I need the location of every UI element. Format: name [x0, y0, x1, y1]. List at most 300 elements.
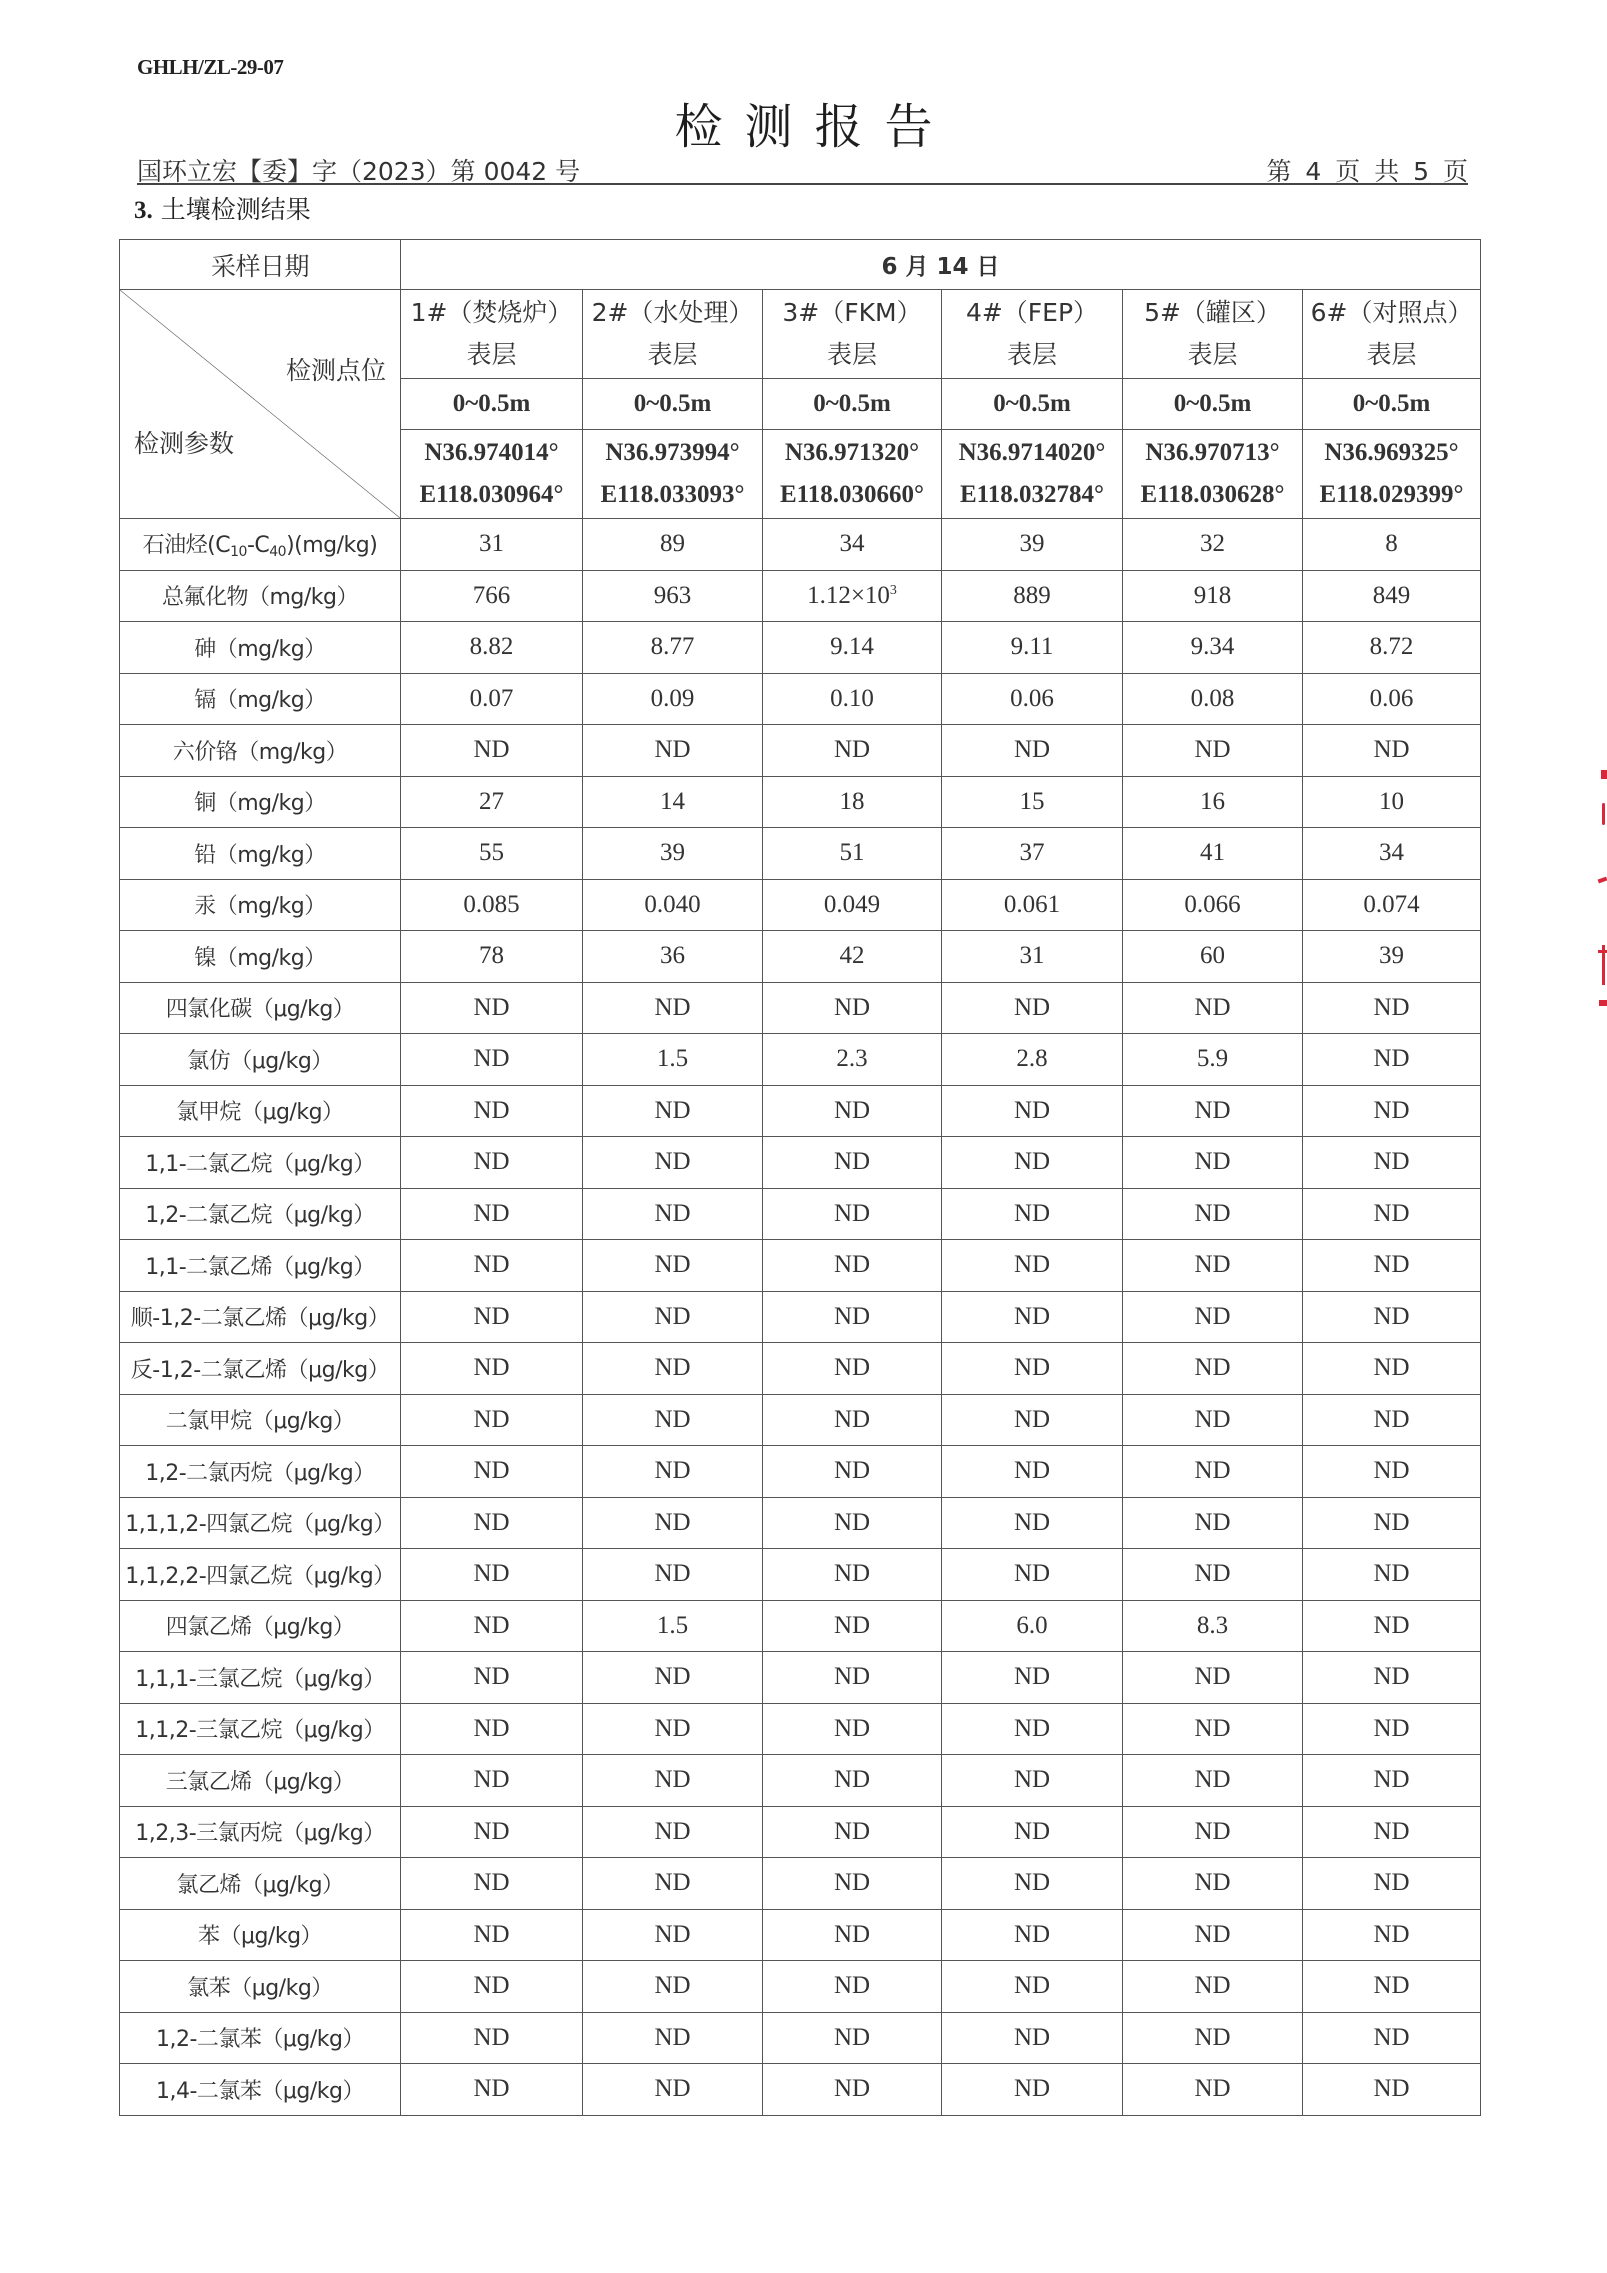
parameter-label: 顺-1,2-二氯乙烯（μg/kg）: [120, 1291, 401, 1343]
value-cell: ND: [583, 2012, 763, 2064]
value-cell: ND: [1123, 2064, 1303, 2116]
parameter-label: 石油烃$(C_{10}-C_{40})(mg/kg)$: [120, 519, 401, 571]
value-cell: ND: [583, 2064, 763, 2116]
value-cell: ND: [763, 1085, 942, 1137]
longitude: E118.030660°: [779, 481, 925, 508]
value-cell: 9.14: [763, 622, 942, 674]
parameter-label: 氯苯（μg/kg）: [120, 1961, 401, 2013]
value-cell: ND: [1303, 1085, 1481, 1137]
table-row: [120, 1137, 1481, 1189]
value-cell: ND: [942, 1446, 1123, 1498]
table-row: [120, 1343, 1481, 1395]
value-cell: ND: [942, 1703, 1123, 1755]
depth-cell: 0~0.5m: [583, 379, 763, 430]
value-cell: ND: [401, 1446, 583, 1498]
table-row: [120, 1806, 1481, 1858]
value-cell: ND: [401, 1858, 583, 1910]
value-cell: ND: [1123, 725, 1303, 777]
value-cell: ND: [942, 1549, 1123, 1601]
value-cell: ND: [583, 1446, 763, 1498]
latitude: N36.971320°: [784, 439, 920, 466]
value-cell: ND: [1123, 1188, 1303, 1240]
value-cell: 10: [1303, 776, 1481, 828]
value-cell: 32: [1123, 519, 1303, 571]
value-cell: ND: [1123, 1961, 1303, 2013]
value-cell: 42: [763, 931, 942, 983]
value-cell: ND: [942, 1858, 1123, 1910]
value-cell: ND: [1303, 1188, 1481, 1240]
value-cell: 27: [401, 776, 583, 828]
value-cell: ND: [1303, 1703, 1481, 1755]
value-cell: ND: [1123, 1497, 1303, 1549]
point-name: 6#（对照点）: [1310, 298, 1473, 327]
value-cell: ND: [401, 1085, 583, 1137]
value-cell: ND: [401, 1755, 583, 1807]
value-cell: 0.08: [1123, 673, 1303, 725]
point-layer: 表层: [1187, 340, 1238, 369]
value-cell: ND: [942, 1343, 1123, 1395]
value-cell: ND: [1123, 1394, 1303, 1446]
value-cell: ND: [401, 2064, 583, 2116]
depth-cell: 0~0.5m: [942, 379, 1123, 430]
parameter-label: 1,1-二氯乙烷（μg/kg）: [120, 1137, 401, 1189]
value-cell: 51: [763, 828, 942, 880]
point-layer: 表层: [647, 340, 698, 369]
value-cell: 0.066: [1123, 879, 1303, 931]
value-cell: ND: [942, 1909, 1123, 1961]
corner-point-label: 检测点位: [285, 356, 386, 385]
value-cell: 8.77: [583, 622, 763, 674]
parameter-label: 二氯甲烷（μg/kg）: [120, 1394, 401, 1446]
parameter-label: 镍（mg/kg）: [120, 931, 401, 983]
value-cell: ND: [583, 1961, 763, 2013]
value-cell: ND: [401, 982, 583, 1034]
value-cell: ND: [763, 1343, 942, 1395]
table-row: [120, 2012, 1481, 2064]
latitude: N36.9714020°: [958, 439, 1106, 466]
value-cell: ND: [401, 1600, 583, 1652]
value-cell: 766: [401, 570, 583, 622]
value-cell: ND: [401, 1240, 583, 1292]
value-cell: 60: [1123, 931, 1303, 983]
value-cell: ND: [1123, 982, 1303, 1034]
value-cell: ND: [763, 1291, 942, 1343]
table-row: [120, 931, 1481, 983]
value-cell: 0.040: [583, 879, 763, 931]
diagonal-header-cell: [120, 290, 401, 519]
table-row: [120, 1961, 1481, 2013]
value-cell: ND: [1123, 1137, 1303, 1189]
value-cell: ND: [1303, 1909, 1481, 1961]
value-cell: 8.3: [1123, 1600, 1303, 1652]
value-cell: ND: [763, 1806, 942, 1858]
value-cell: ND: [401, 1806, 583, 1858]
value-cell: ND: [763, 1755, 942, 1807]
coordinate-cell: [942, 430, 1123, 519]
table-row: [120, 1497, 1481, 1549]
coordinate-cell: [401, 430, 583, 519]
value-cell: ND: [1123, 1858, 1303, 1910]
value-cell: ND: [942, 1085, 1123, 1137]
parameter-label: 1,1-二氯乙烯（μg/kg）: [120, 1240, 401, 1292]
value-cell: ND: [763, 1858, 942, 1910]
point-layer: 表层: [466, 340, 517, 369]
value-cell: 9.34: [1123, 622, 1303, 674]
value-cell: ND: [1303, 1034, 1481, 1086]
value-cell: 0.049: [763, 879, 942, 931]
table-row: [120, 725, 1481, 777]
value-cell: ND: [763, 1961, 942, 2013]
value-cell: 918: [1123, 570, 1303, 622]
page-indicator: 第 4 页 共 5 页: [1266, 157, 1468, 186]
point-name: 1#（焚烧炉）: [410, 298, 573, 327]
table-row: [120, 1034, 1481, 1086]
value-cell: 0.074: [1303, 879, 1481, 931]
value-cell: ND: [1303, 1549, 1481, 1601]
table-row: [120, 622, 1481, 674]
parameter-label: 砷（mg/kg）: [120, 622, 401, 674]
table-row: [120, 1446, 1481, 1498]
value-cell: ND: [1303, 1806, 1481, 1858]
value-cell: ND: [583, 1755, 763, 1807]
value-cell: ND: [1123, 1549, 1303, 1601]
value-cell: 1.5: [583, 1600, 763, 1652]
coordinate-cell: [1123, 430, 1303, 519]
sampling-date-value: 6 月 14 日: [401, 240, 1481, 290]
value-cell: ND: [401, 1909, 583, 1961]
parameter-label: 1,2-二氯乙烷（μg/kg）: [120, 1188, 401, 1240]
value-cell: ND: [583, 1085, 763, 1137]
table-row: [120, 570, 1481, 622]
value-cell: ND: [942, 1188, 1123, 1240]
point-name: 3#（FKM）: [782, 298, 922, 327]
value-cell: 889: [942, 570, 1123, 622]
value-cell: ND: [1303, 1858, 1481, 1910]
value-cell: ND: [942, 1137, 1123, 1189]
value-cell: ND: [1123, 1343, 1303, 1395]
value-cell: 39: [1303, 931, 1481, 983]
value-cell: ND: [763, 982, 942, 1034]
table-row: [120, 1909, 1481, 1961]
value-cell: ND: [401, 1652, 583, 1704]
value-cell: ND: [763, 1240, 942, 1292]
table-row: [120, 1755, 1481, 1807]
parameter-label: 1,2,3-三氯丙烷（μg/kg）: [120, 1806, 401, 1858]
value-cell: ND: [1123, 1240, 1303, 1292]
value-cell: ND: [942, 2064, 1123, 2116]
value-cell: ND: [583, 1858, 763, 1910]
parameter-label: 汞（mg/kg）: [120, 879, 401, 931]
value-cell: ND: [1303, 1343, 1481, 1395]
table-row: [120, 879, 1481, 931]
value-cell: ND: [942, 982, 1123, 1034]
value-cell: 39: [942, 519, 1123, 571]
table-row: [120, 1291, 1481, 1343]
value-cell: ND: [1303, 1446, 1481, 1498]
value-cell: ND: [1303, 2064, 1481, 2116]
depth-cell: 0~0.5m: [763, 379, 942, 430]
value-cell: ND: [583, 725, 763, 777]
value-cell: ND: [942, 725, 1123, 777]
point-name: 5#（罐区）: [1144, 298, 1281, 327]
section-title: 土壤检测结果: [160, 195, 311, 224]
value-cell: ND: [583, 1291, 763, 1343]
latitude: N36.969325°: [1324, 439, 1459, 466]
table-row: [120, 982, 1481, 1034]
value-cell: ND: [401, 1703, 583, 1755]
value-cell: ND: [763, 1909, 942, 1961]
value-cell: ND: [763, 1549, 942, 1601]
value-cell: ND: [583, 1703, 763, 1755]
parameter-label: 1,4-二氯苯（μg/kg）: [120, 2064, 401, 2116]
value-cell: ND: [401, 1549, 583, 1601]
value-cell: 0.061: [942, 879, 1123, 931]
value-cell: 39: [583, 828, 763, 880]
value-cell: 31: [401, 519, 583, 571]
table-row: [120, 519, 1481, 571]
value-cell: 2.3: [763, 1034, 942, 1086]
value-cell: 0.06: [942, 673, 1123, 725]
value-cell: ND: [583, 1549, 763, 1601]
value-cell: ND: [401, 1188, 583, 1240]
parameter-label: 1,1,2,2-四氯乙烷（μg/kg）: [120, 1549, 401, 1601]
value-cell: 8: [1303, 519, 1481, 571]
parameter-label: 镉（mg/kg）: [120, 673, 401, 725]
value-cell: ND: [942, 2012, 1123, 2064]
value-cell: ND: [1303, 1240, 1481, 1292]
value-cell: ND: [1303, 982, 1481, 1034]
point-layer: 表层: [1006, 340, 1057, 369]
value-cell: ND: [942, 1755, 1123, 1807]
point-name: 2#（水处理）: [591, 298, 754, 327]
longitude: E118.029399°: [1319, 481, 1464, 508]
longitude: E118.033093°: [600, 481, 745, 508]
value-cell: 8.82: [401, 622, 583, 674]
value-cell: 2.8: [942, 1034, 1123, 1086]
parameter-label: 氯甲烷（μg/kg）: [120, 1085, 401, 1137]
value-cell: 6.0: [942, 1600, 1123, 1652]
value-cell: ND: [942, 1961, 1123, 2013]
value-cell: 0.10: [763, 673, 942, 725]
value-cell: ND: [401, 1137, 583, 1189]
latitude: N36.973994°: [605, 439, 740, 466]
latitude: N36.970713°: [1145, 439, 1280, 466]
value-cell: ND: [763, 1188, 942, 1240]
value-cell: 0.09: [583, 673, 763, 725]
value-cell: ND: [401, 1497, 583, 1549]
point-name-cell: [583, 290, 763, 379]
value-cell: 0.06: [1303, 673, 1481, 725]
value-cell: ND: [1123, 1703, 1303, 1755]
report-reference-number: 国环立宏【委】字（2023）第 0042 号: [137, 157, 581, 186]
value-cell: ND: [583, 1652, 763, 1704]
parameter-label: 四氯乙烯（μg/kg）: [120, 1600, 401, 1652]
value-cell: 36: [583, 931, 763, 983]
depth-cell: 0~0.5m: [401, 379, 583, 430]
value-cell: 18: [763, 776, 942, 828]
value-cell: ND: [1123, 1806, 1303, 1858]
value-cell: 41: [1123, 828, 1303, 880]
document-code: GHLH/ZL-29-07: [137, 55, 284, 79]
value-cell: ND: [1303, 1600, 1481, 1652]
value-cell: ND: [1303, 1291, 1481, 1343]
value-cell: 31: [942, 931, 1123, 983]
value-cell: 55: [401, 828, 583, 880]
red-stamp-mark: [1598, 877, 1607, 884]
value-cell: ND: [1123, 1446, 1303, 1498]
value-cell: 37: [942, 828, 1123, 880]
red-stamp-mark: [1601, 770, 1607, 779]
value-cell: ND: [401, 1291, 583, 1343]
value-cell: ND: [583, 1806, 763, 1858]
value-cell: ND: [942, 1652, 1123, 1704]
parameter-label: 1,1,1-三氯乙烷（μg/kg）: [120, 1652, 401, 1704]
table-row: [120, 1703, 1481, 1755]
value-cell: ND: [401, 1034, 583, 1086]
parameter-label: 铜（mg/kg）: [120, 776, 401, 828]
table-row: [120, 1085, 1481, 1137]
value-cell: ND: [942, 1497, 1123, 1549]
value-cell: ND: [1123, 1291, 1303, 1343]
value-cell: ND: [1303, 1961, 1481, 2013]
parameter-label: 反-1,2-二氯乙烯（μg/kg）: [120, 1343, 401, 1395]
soil-results-table: [119, 239, 1481, 2116]
value-cell: ND: [1303, 1137, 1481, 1189]
value-cell: 849: [1303, 570, 1481, 622]
section-number: 3.: [134, 197, 153, 224]
parameter-label: 苯（μg/kg）: [120, 1909, 401, 1961]
longitude: E118.030964°: [419, 481, 564, 508]
latitude: N36.974014°: [424, 439, 559, 466]
value-cell: $1.12\times 10^3$: [763, 570, 942, 622]
point-names-row: [120, 290, 1481, 379]
value-cell: ND: [763, 2064, 942, 2116]
red-stamp-mark: [1602, 803, 1605, 825]
longitude: E118.030628°: [1140, 481, 1285, 508]
page-title: 检测报告: [674, 99, 955, 155]
point-name-cell: [942, 290, 1123, 379]
value-cell: ND: [583, 1240, 763, 1292]
value-cell: ND: [1303, 2012, 1481, 2064]
value-cell: ND: [763, 1137, 942, 1189]
table-row: [120, 1188, 1481, 1240]
value-cell: 16: [1123, 776, 1303, 828]
value-cell: ND: [583, 1497, 763, 1549]
coordinate-cell: [763, 430, 942, 519]
parameter-label: 六价铬（mg/kg）: [120, 725, 401, 777]
value-cell: 1.5: [583, 1034, 763, 1086]
point-name-cell: [763, 290, 942, 379]
value-cell: ND: [401, 1343, 583, 1395]
value-cell: ND: [401, 1394, 583, 1446]
parameter-label: 铅（mg/kg）: [120, 828, 401, 880]
value-cell: ND: [583, 1909, 763, 1961]
corner-param-label: 检测参数: [134, 429, 235, 458]
value-cell: 34: [763, 519, 942, 571]
table-row: [120, 1549, 1481, 1601]
parameter-label: 氯仿（μg/kg）: [120, 1034, 401, 1086]
value-cell: ND: [583, 1137, 763, 1189]
value-cell: ND: [1123, 2012, 1303, 2064]
point-layer: 表层: [1366, 340, 1417, 369]
longitude: E118.032784°: [959, 481, 1105, 508]
parameter-label: 氯乙烯（μg/kg）: [120, 1858, 401, 1910]
value-cell: ND: [1123, 1652, 1303, 1704]
value-cell: ND: [401, 725, 583, 777]
value-cell: 9.11: [942, 622, 1123, 674]
coordinate-cell: [1303, 430, 1481, 519]
table-row: [120, 1240, 1481, 1292]
value-cell: ND: [401, 2012, 583, 2064]
parameter-label: 1,1,1,2-四氯乙烷（μg/kg）: [120, 1497, 401, 1549]
red-stamp-mark: [1599, 1000, 1607, 1006]
sampling-date-row: [120, 240, 1481, 290]
value-cell: 89: [583, 519, 763, 571]
value-cell: ND: [942, 1240, 1123, 1292]
parameter-label: 1,2-二氯苯（μg/kg）: [120, 2012, 401, 2064]
value-cell: 963: [583, 570, 763, 622]
value-cell: 0.085: [401, 879, 583, 931]
value-cell: ND: [763, 725, 942, 777]
value-cell: ND: [942, 1291, 1123, 1343]
point-layer: 表层: [826, 340, 877, 369]
value-cell: ND: [763, 1600, 942, 1652]
value-cell: ND: [1303, 1652, 1481, 1704]
section-heading: [134, 190, 311, 226]
reference-line: [137, 152, 1468, 185]
parameter-label: 总氟化物（mg/kg）: [120, 570, 401, 622]
table-row: [120, 776, 1481, 828]
table-row: [120, 1394, 1481, 1446]
table-row: [120, 828, 1481, 880]
sampling-date-label: 采样日期: [120, 240, 401, 290]
value-cell: 34: [1303, 828, 1481, 880]
value-cell: ND: [583, 1188, 763, 1240]
parameter-label: 三氯乙烯（μg/kg）: [120, 1755, 401, 1807]
table-row: [120, 2064, 1481, 2116]
depth-cell: 0~0.5m: [1303, 379, 1481, 430]
red-stamp-mark: [1602, 945, 1605, 985]
coordinate-cell: [583, 430, 763, 519]
value-cell: 8.72: [1303, 622, 1481, 674]
value-cell: ND: [763, 1703, 942, 1755]
value-cell: ND: [1303, 1755, 1481, 1807]
value-cell: 0.07: [401, 673, 583, 725]
parameter-label: 1,1,2-三氯乙烷（μg/kg）: [120, 1703, 401, 1755]
parameter-label: 1,2-二氯丙烷（μg/kg）: [120, 1446, 401, 1498]
point-name-cell: [1303, 290, 1481, 379]
depth-cell: 0~0.5m: [1123, 379, 1303, 430]
table-row: [120, 1652, 1481, 1704]
value-cell: 5.9: [1123, 1034, 1303, 1086]
value-cell: ND: [583, 1343, 763, 1395]
value-cell: ND: [942, 1806, 1123, 1858]
point-name-cell: [1123, 290, 1303, 379]
value-cell: ND: [583, 982, 763, 1034]
value-cell: ND: [763, 1497, 942, 1549]
value-cell: ND: [1123, 1909, 1303, 1961]
value-cell: ND: [1123, 1085, 1303, 1137]
parameter-label: 四氯化碳（μg/kg）: [120, 982, 401, 1034]
table-row: [120, 1858, 1481, 1910]
value-cell: ND: [763, 1652, 942, 1704]
value-cell: ND: [763, 1446, 942, 1498]
point-name-cell: [401, 290, 583, 379]
table-row: [120, 673, 1481, 725]
value-cell: ND: [763, 2012, 942, 2064]
diagonal-line: [120, 290, 400, 518]
table-row: [120, 1600, 1481, 1652]
